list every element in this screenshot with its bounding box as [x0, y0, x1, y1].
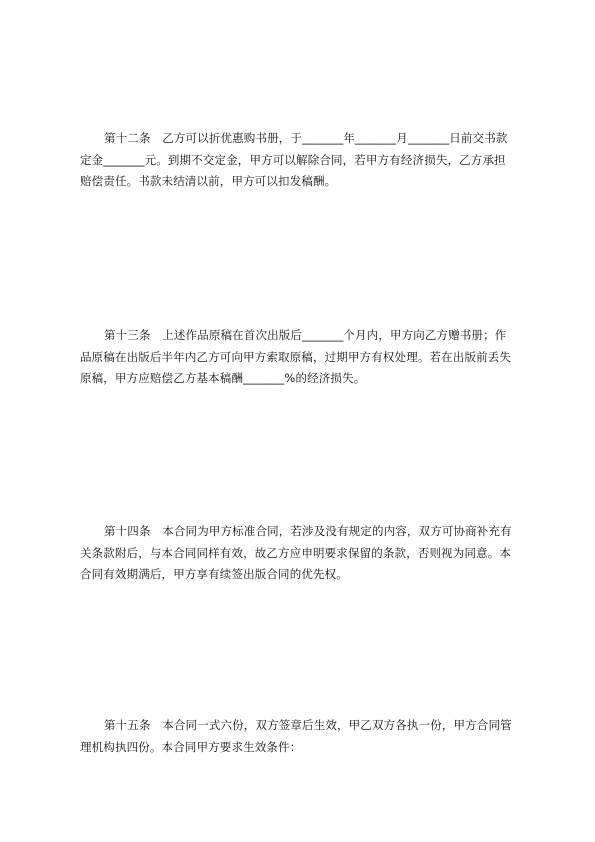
clause-14-paragraph — [80, 521, 520, 586]
clause-13-line-3: 原稿，甲方应赔偿乙方基本稿酬_______%的经济损失。 — [80, 371, 366, 385]
clause-13-line-1: 第十三条 上述作品原稿在首次出版后_______个月内，甲方向乙方赠书册；作 — [104, 328, 507, 342]
clause-12-line-3: 赔偿责任。书款未结清以前，甲方可以扣发稿酬。 — [80, 174, 337, 188]
clause-15-line-1: 第十五条 本合同一式六份，双方签章后生效，甲乙双方各执一份，甲方合同管 — [104, 718, 512, 732]
clause-14-line-3: 合同有效期满后，甲方享有续签出版合同的优先权。 — [80, 567, 348, 581]
clause-12-paragraph — [80, 128, 520, 193]
clause-12-line-2: 定金_______元。到期不交定金，甲方可以解除合同，若甲方有经济损失，乙方承担 — [80, 152, 506, 167]
clause-15-line-2: 理机构执四份。本合同甲方要求生效条件： — [80, 739, 302, 754]
clause-12-line-1: 第十二条 乙方可以折优惠购书册，于_______年_______月_______日前交书款 — [104, 131, 508, 145]
clause-13-paragraph — [80, 325, 520, 390]
clause-15-paragraph — [80, 715, 520, 758]
clause-14-line-2: 关条款附后，与本合同同样有效，故乙方应申明要求保留的条款，否则视为同意。本 — [80, 545, 512, 560]
clause-13-line-2: 品原稿在出版后半年内乙方可向甲方索取原稿，过期甲方有权处理。若在出版前丢失 — [80, 349, 512, 364]
clause-14-line-1: 第十四条 本合同为甲方标准合同，若涉及没有规定的内容，双方可协商补充有 — [104, 524, 512, 538]
